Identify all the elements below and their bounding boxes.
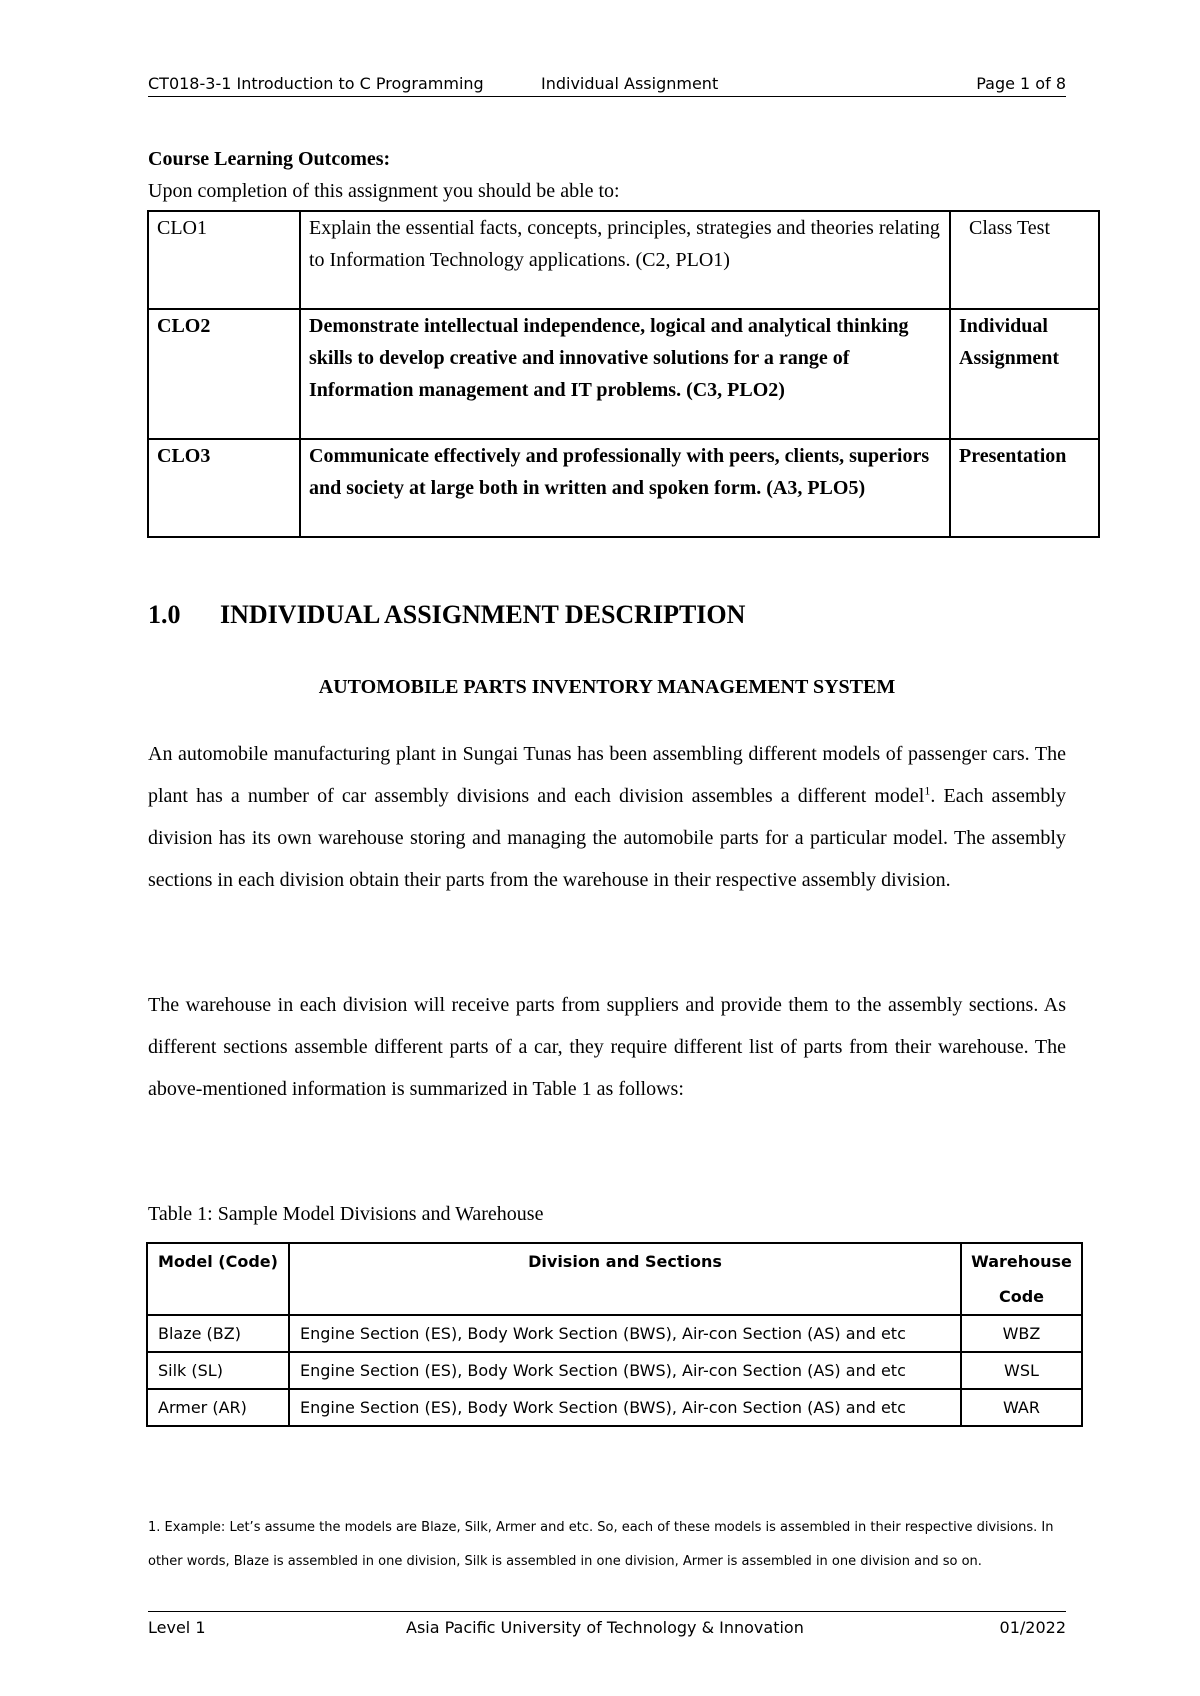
cell-model: Armer (AR) [147,1389,289,1426]
cell-warehouse-code: WBZ [961,1315,1082,1352]
clo-table [147,210,1100,538]
cell-model: Blaze (BZ) [147,1315,289,1352]
cell-division: Engine Section (ES), Body Work Section (BWS), Air-con Section (AS) and etc [289,1352,961,1389]
table-caption: Table 1: Sample Model Divisions and Warehouse [148,1203,544,1225]
clo-row [148,309,1099,439]
paragraph-text: . Each assembly division has its own warehouse storing and managing the automobile parts for a particular model. The assembly sections in each division obtain their parts from the warehouse in their respective assembly division. [148,785,1066,891]
clo-code: CLO3 [148,439,300,537]
header-course-title: CT018-3-1 Introduction to C Programming [148,74,484,93]
table-header-row [147,1243,1082,1315]
column-header-division: Division and Sections [289,1243,961,1315]
column-header-warehouse: Warehouse Code [961,1243,1082,1315]
clo-assessment: Presentation [950,439,1099,537]
header-assignment-type: Individual Assignment [541,74,719,93]
paragraph-warehouse: The warehouse in each division will receive parts from suppliers and provide them to the assembly sections. As different sections assemble different parts of a car, they require different list of parts from their warehouse. The above-mentioned information is summarized in Table 1 as follows: [148,994,1066,1100]
footer-date: 01/2022 [999,1618,1066,1637]
clo-assessment: Individual Assignment [950,309,1099,439]
table-row [147,1389,1082,1426]
table-row [147,1315,1082,1352]
page-footer [148,1611,1066,1638]
header-page-number: Page 1 of 8 [976,74,1066,93]
column-header-model: Model (Code) [147,1243,289,1315]
model-table [146,1242,1083,1427]
cell-model: Silk (SL) [147,1352,289,1389]
clo-intro: Upon completion of this assignment you should be able to: [148,180,620,202]
footnote-marker: 1 [924,783,931,798]
clo-code: CLO2 [148,309,300,439]
clo-description: Communicate effectively and professionally with peers, clients, superiors and society at large both in written and spoken form. (A3, PLO5) [300,439,950,537]
cell-warehouse-code: WSL [961,1352,1082,1389]
clo-description: Explain the essential facts, concepts, principles, strategies and theories relating to Information Technology applications. (C2, PLO1) [300,211,950,309]
clo-row [148,439,1099,537]
clo-description: Demonstrate intellectual independence, logical and analytical thinking skills to develop creative and innovative solutions for a range of Information management and IT problems. (C3, PLO2) [300,309,950,439]
cell-division: Engine Section (ES), Body Work Section (BWS), Air-con Section (AS) and etc [289,1389,961,1426]
footer-university: Asia Pacific University of Technology & Innovation [406,1618,804,1637]
clo-heading: Course Learning Outcomes: [148,148,391,170]
clo-code: CLO1 [148,211,300,309]
section-title: INDIVIDUAL ASSIGNMENT DESCRIPTION [220,600,746,629]
paragraph-intro [148,733,1066,901]
cell-warehouse-code: WAR [961,1389,1082,1426]
footnote: 1. Example: Let’s assume the models are Blaze, Silk, Armer and etc. So, each of these models is assembled in their respective divisions. In other words, Blaze is assembled in one division, Silk is assembled in one division, Armer is assembled in one division and so on. [148,1520,1054,1569]
clo-row [148,211,1099,309]
table-row [147,1352,1082,1389]
clo-assessment: Class Test [950,211,1099,309]
system-title: AUTOMOBILE PARTS INVENTORY MANAGEMENT SYSTEM [318,676,896,698]
page-header [148,74,1066,97]
paragraph-text: An automobile manufacturing plant in Sungai Tunas has been assembling different models of passenger cars. The plant has a number of car assembly divisions and each division assembles a different model [148,743,1066,807]
footer-level: Level 1 [148,1618,206,1637]
section-heading [148,600,745,630]
section-number: 1.0 [148,600,181,629]
cell-division: Engine Section (ES), Body Work Section (BWS), Air-con Section (AS) and etc [289,1315,961,1352]
